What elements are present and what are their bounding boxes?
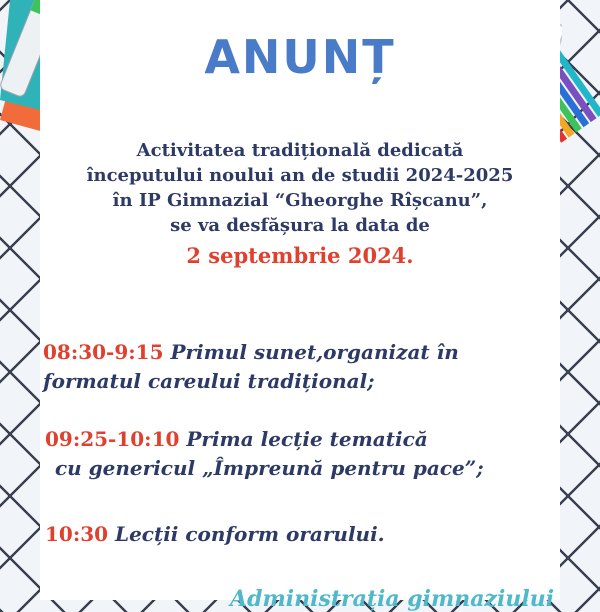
- intro-line: începutului noului an de studii 2024-2025: [86, 165, 514, 186]
- announcement-sheet: [40, 0, 560, 612]
- schedule-description: formatul careului tradițional;: [43, 369, 375, 393]
- intro-line: se va desfășura la data de: [170, 215, 430, 236]
- schedule-description: Primul sunet,organizat în: [163, 340, 459, 364]
- intro-line: Activitatea tradițională dedicată: [136, 140, 464, 161]
- schedule-time: 10:30: [45, 522, 109, 546]
- event-date: 2 septembrie 2024.: [186, 243, 414, 268]
- schedule-time: 09:25-10:10: [45, 427, 180, 451]
- schedule-item: [45, 425, 484, 483]
- schedule-item: [45, 520, 385, 549]
- schedule-time: 08:30-9:15: [43, 340, 164, 364]
- schedule-description: Prima lecție tematică: [179, 427, 428, 451]
- footer-signature: Administrația gimnaziului: [230, 586, 555, 612]
- announcement-title: ANUNȚ: [204, 30, 396, 84]
- schedule-description: Lecții conform orarului.: [108, 522, 385, 546]
- schedule-description: cu genericul „Împreună pentru pace”;: [55, 456, 484, 480]
- intro-line: în IP Gimnazial “Gheorghe Rîșcanu”,: [112, 190, 488, 211]
- intro-block: [40, 138, 560, 268]
- schedule-item: [43, 338, 459, 396]
